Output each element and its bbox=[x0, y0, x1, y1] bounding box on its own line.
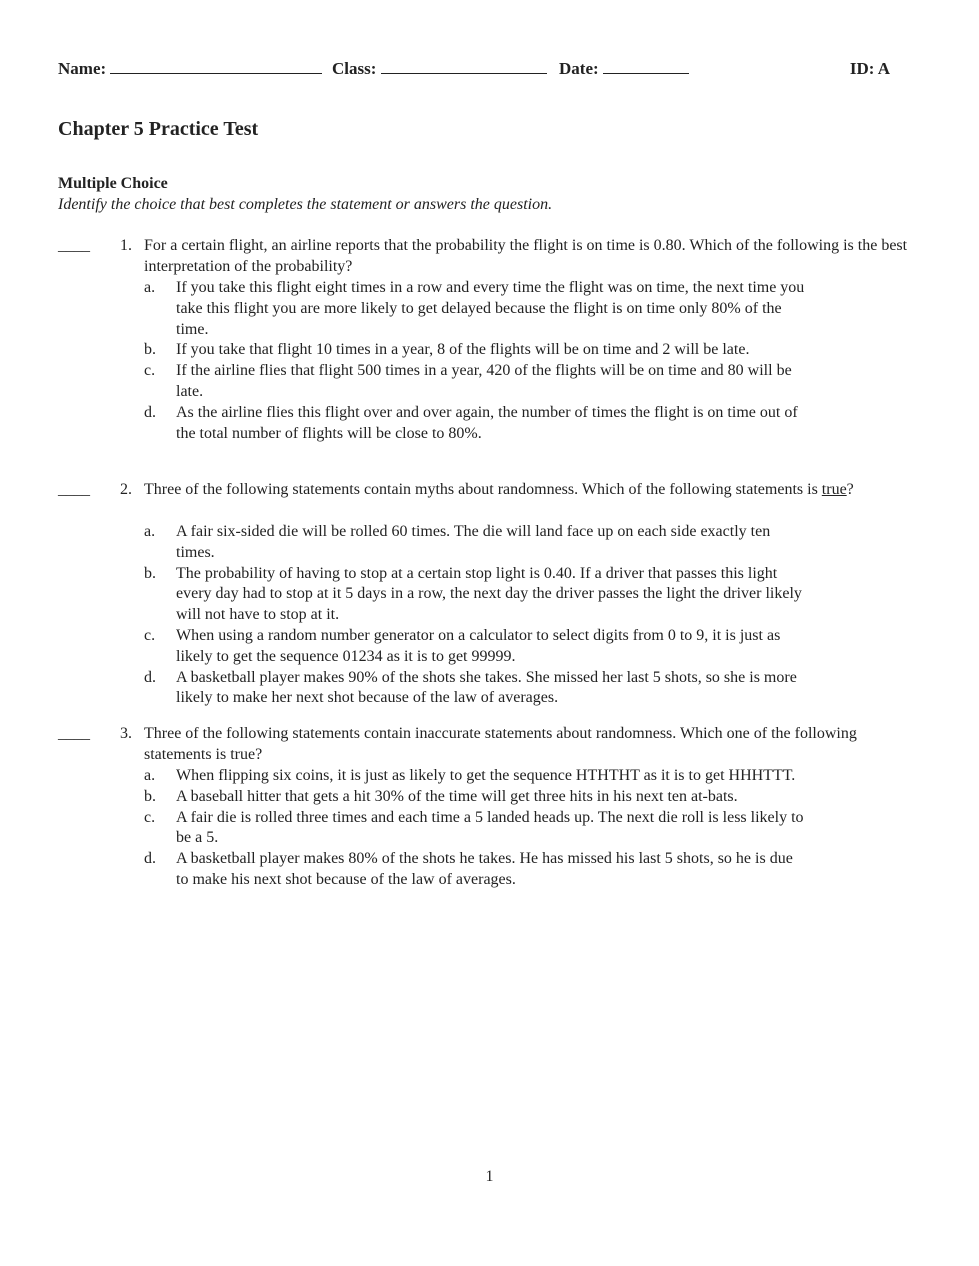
option-d bbox=[144, 849, 808, 891]
class-label: Class: bbox=[332, 59, 377, 78]
question-text-part: ? bbox=[846, 481, 854, 498]
answer-blank: ____ bbox=[58, 725, 90, 742]
option-letter: d. bbox=[144, 403, 156, 421]
option-letter: a. bbox=[144, 767, 156, 784]
section-heading: Multiple Choice bbox=[58, 175, 168, 192]
option-letter: b. bbox=[144, 341, 156, 359]
option-letter: d. bbox=[144, 850, 156, 868]
option-c bbox=[144, 626, 808, 668]
answer-options bbox=[144, 278, 824, 444]
option-b bbox=[144, 787, 808, 808]
option-text: A fair six-sided die will be rolled 60 times. The die will land face up on each side exactly ten times. bbox=[176, 523, 771, 561]
option-a bbox=[144, 522, 808, 564]
option-text: A basketball player makes 90% of the shots she takes. She missed her last 5 shots, so she is more likely to make her next shot because of the law of averages. bbox=[176, 668, 797, 707]
option-text: A basketball player makes 80% of the shots he takes. He has missed his last 5 shots, so he is due to make his next shot because of the law of averages. bbox=[176, 850, 793, 888]
name-blank-line bbox=[110, 58, 322, 74]
question-text-part: Three of the following statements contain myths about randomness. Which of the following statements is bbox=[144, 481, 822, 498]
option-letter: d. bbox=[144, 668, 156, 686]
option-c bbox=[144, 361, 808, 403]
answer-blank: ____ bbox=[58, 237, 90, 254]
option-letter: b. bbox=[144, 787, 156, 805]
option-text: When flipping six coins, it is just as likely to get the sequence HTHTHT as it is to get HHHTTT. bbox=[176, 767, 796, 784]
option-d bbox=[144, 668, 808, 710]
option-text: When using a random number generator on a calculator to select digits from 0 to 9, it is just as likely to get the sequence 01234 as it is to get 99999. bbox=[176, 626, 781, 665]
option-text: As the airline flies this flight over and over again, the number of times the flight is on time out of the total number of flights will be close to 80%. bbox=[176, 403, 798, 442]
option-text: If you take that flight 10 times in a year, 8 of the flights will be on time and 2 will be late. bbox=[176, 341, 750, 359]
option-text: If you take this flight eight times in a row and every time the flight was on time, the next time you take this flight you are more likely to get delayed because the flight is on time only 80% of the time. bbox=[176, 279, 805, 338]
name-label: Name: bbox=[58, 59, 107, 78]
class-blank-line bbox=[381, 58, 547, 74]
option-letter: c. bbox=[144, 808, 156, 826]
name-field bbox=[58, 58, 322, 80]
date-blank-line bbox=[603, 58, 689, 74]
date-label: Date: bbox=[559, 59, 599, 78]
option-b bbox=[144, 340, 808, 361]
option-text: If the airline flies that flight 500 times in a year, 420 of the flights will be on time and 80 will be late. bbox=[176, 362, 792, 400]
option-c bbox=[144, 808, 808, 850]
question-text: For a certain flight, an airline reports that the probability the flight is on time is 0.80. Which of the following is the best interpretation of the probability? bbox=[144, 237, 908, 275]
question-number: 2. bbox=[120, 481, 132, 498]
date-field bbox=[559, 58, 689, 80]
option-a bbox=[144, 278, 808, 340]
question-text bbox=[144, 480, 918, 501]
option-letter: a. bbox=[144, 279, 156, 296]
option-letter: a. bbox=[144, 523, 156, 540]
question-number: 1. bbox=[120, 237, 132, 254]
test-id bbox=[850, 58, 890, 80]
option-text: A fair die is rolled three times and each time a 5 landed heads up. The next die roll is less likely to be a 5. bbox=[176, 808, 804, 847]
answer-options bbox=[144, 522, 824, 709]
option-d bbox=[144, 403, 808, 445]
answer-options bbox=[144, 766, 824, 891]
option-b bbox=[144, 564, 808, 626]
question-text: Three of the following statements contain inaccurate statements about randomness. Which one of the following statements is true? bbox=[144, 725, 857, 763]
option-text: A baseball hitter that gets a hit 30% of the time will get three hits in his next ten at-bats. bbox=[176, 787, 738, 805]
answer-blank: ____ bbox=[58, 481, 90, 498]
option-letter: c. bbox=[144, 362, 156, 380]
section-instructions: Identify the choice that best completes the statement or answers the question. bbox=[58, 196, 553, 213]
page-title: Chapter 5 Practice Test bbox=[58, 118, 259, 140]
option-letter: c. bbox=[144, 626, 156, 644]
question-number: 3. bbox=[120, 725, 132, 742]
page-number: 1 bbox=[485, 1168, 494, 1185]
option-letter: b. bbox=[144, 564, 156, 582]
id-value: A bbox=[877, 59, 890, 78]
option-text: The probability of having to stop at a certain stop light is 0.40. If a driver that passes this light every day had to stop at it 5 days in a row, the next day the driver passes the light the driver likely will not have to stop at it. bbox=[176, 564, 802, 624]
class-field bbox=[332, 58, 547, 80]
emphasized-word: true bbox=[821, 481, 847, 498]
option-a bbox=[144, 766, 808, 787]
id-label: ID: bbox=[849, 59, 875, 78]
